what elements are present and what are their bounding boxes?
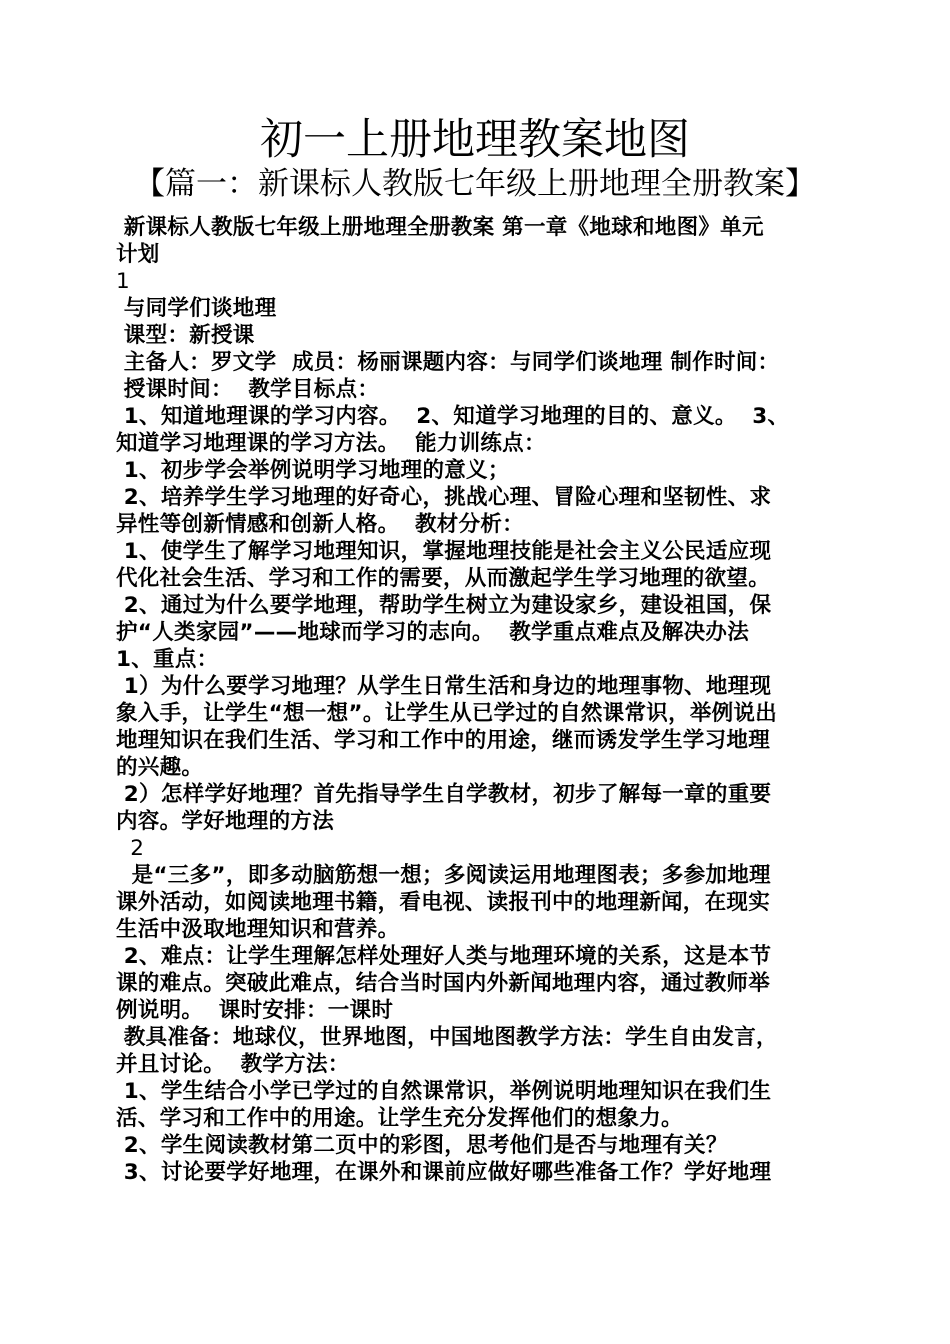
document-body [116,214,838,1186]
text-line: 2、学生阅读教材第二页中的彩图，思考他们是否与地理有关？ [116,1133,728,1158]
text-line: 与同学们谈地理 [116,296,277,321]
text-line: 1、重点： [116,647,219,672]
text-line: 内容。学好地理的方法 [116,809,335,834]
text-line: 教具准备：地球仪，世界地图，中国地图教学方法：学生自由发言， [116,1025,778,1050]
text-line: 知道学习地理课的学习方法。 能力训练点： [116,431,546,456]
text-line: 1）为什么要学习地理？从学生日常生活和身边的地理事物、地理现 [116,674,772,699]
text-line: 1、初步学会举例说明学习地理的意义； [116,458,510,483]
text-line: 2、难点：让学生理解怎样处理好人类与地理环境的关系，这是本节 [116,944,772,969]
text-line: 1、知道地理课的学习内容。 2、知道学习地理的目的、意义。 3、 [116,404,790,429]
text-line: 1、学生结合小学已学过的自然课常识，举例说明地理知识在我们生 [116,1079,772,1104]
text-line: 并且讨论。 教学方法： [116,1052,350,1077]
text-line: 例说明。 课时安排：一课时 [116,998,394,1023]
text-line: 主备人：罗文学 成员：杨丽课题内容：与同学们谈地理 制作时间： [116,350,780,375]
text-line: 是“三多”，即多动脑筋想一想；多阅读运用地理图表；多参加地理 [116,863,771,888]
text-line: 课型：新授课 [116,323,255,348]
text-line: 1、使学生了解学习地理知识，掌握地理技能是社会主义公民适应现 [116,539,772,564]
text-line: 异性等创新情感和创新人格。 教材分析： [116,512,524,537]
document-subtitle: 【篇一：新课标人教版七年级上册地理全册教案】 [134,166,816,202]
text-line: 课的难点。突破此难点，结合当时国内外新闻地理内容，通过教师举 [116,971,771,996]
text-line: 2、培养学生学习地理的好奇心，挑战心理、冒险心理和坚韧性、求 [116,485,772,510]
text-line: 课外活动，如阅读地理书籍，看电视、读报刊中的地理新闻，在现实 [116,890,771,915]
text-line: 新课标人教版七年级上册地理全册教案 第一章《地球和地图》单元 [116,215,764,240]
document-title: 初一上册地理教案地图 [260,115,690,165]
text-line: 2）怎样学好地理？首先指导学生自学教材，初步了解每一章的重要 [116,782,772,807]
text-line: 授课时间： 教学目标点： [116,377,380,402]
text-line: 生活中汲取地理知识和营养。 [116,917,400,942]
text-line: 3、讨论要学好地理，在课外和课前应做好哪些准备工作？学好地理 [116,1160,772,1185]
text-line: 护“人类家园”——地球而学习的志向。 教学重点难点及解决办法 [116,620,750,645]
text-line: 代化社会生活、学习和工作的需要，从而激起学生学习地理的欲望。 [116,566,771,591]
text-line: 象入手，让学生“想一想”。让学生从已学过的自然课常识，举例说出 [116,701,778,726]
text-line: 的兴趣。 [116,755,204,780]
text-line: 活、学习和工作中的用途。让学生充分发挥他们的想象力。 [116,1106,683,1131]
text-line: 2、通过为什么要学地理，帮助学生树立为建设家乡，建设祖国，保 [116,593,772,618]
text-line: 1 [116,269,130,294]
text-line: 计划 [116,242,160,267]
text-line: 地理知识在我们生活、学习和工作中的用途，继而诱发学生学习地理 [116,728,771,753]
text-line: 2 [116,836,145,861]
